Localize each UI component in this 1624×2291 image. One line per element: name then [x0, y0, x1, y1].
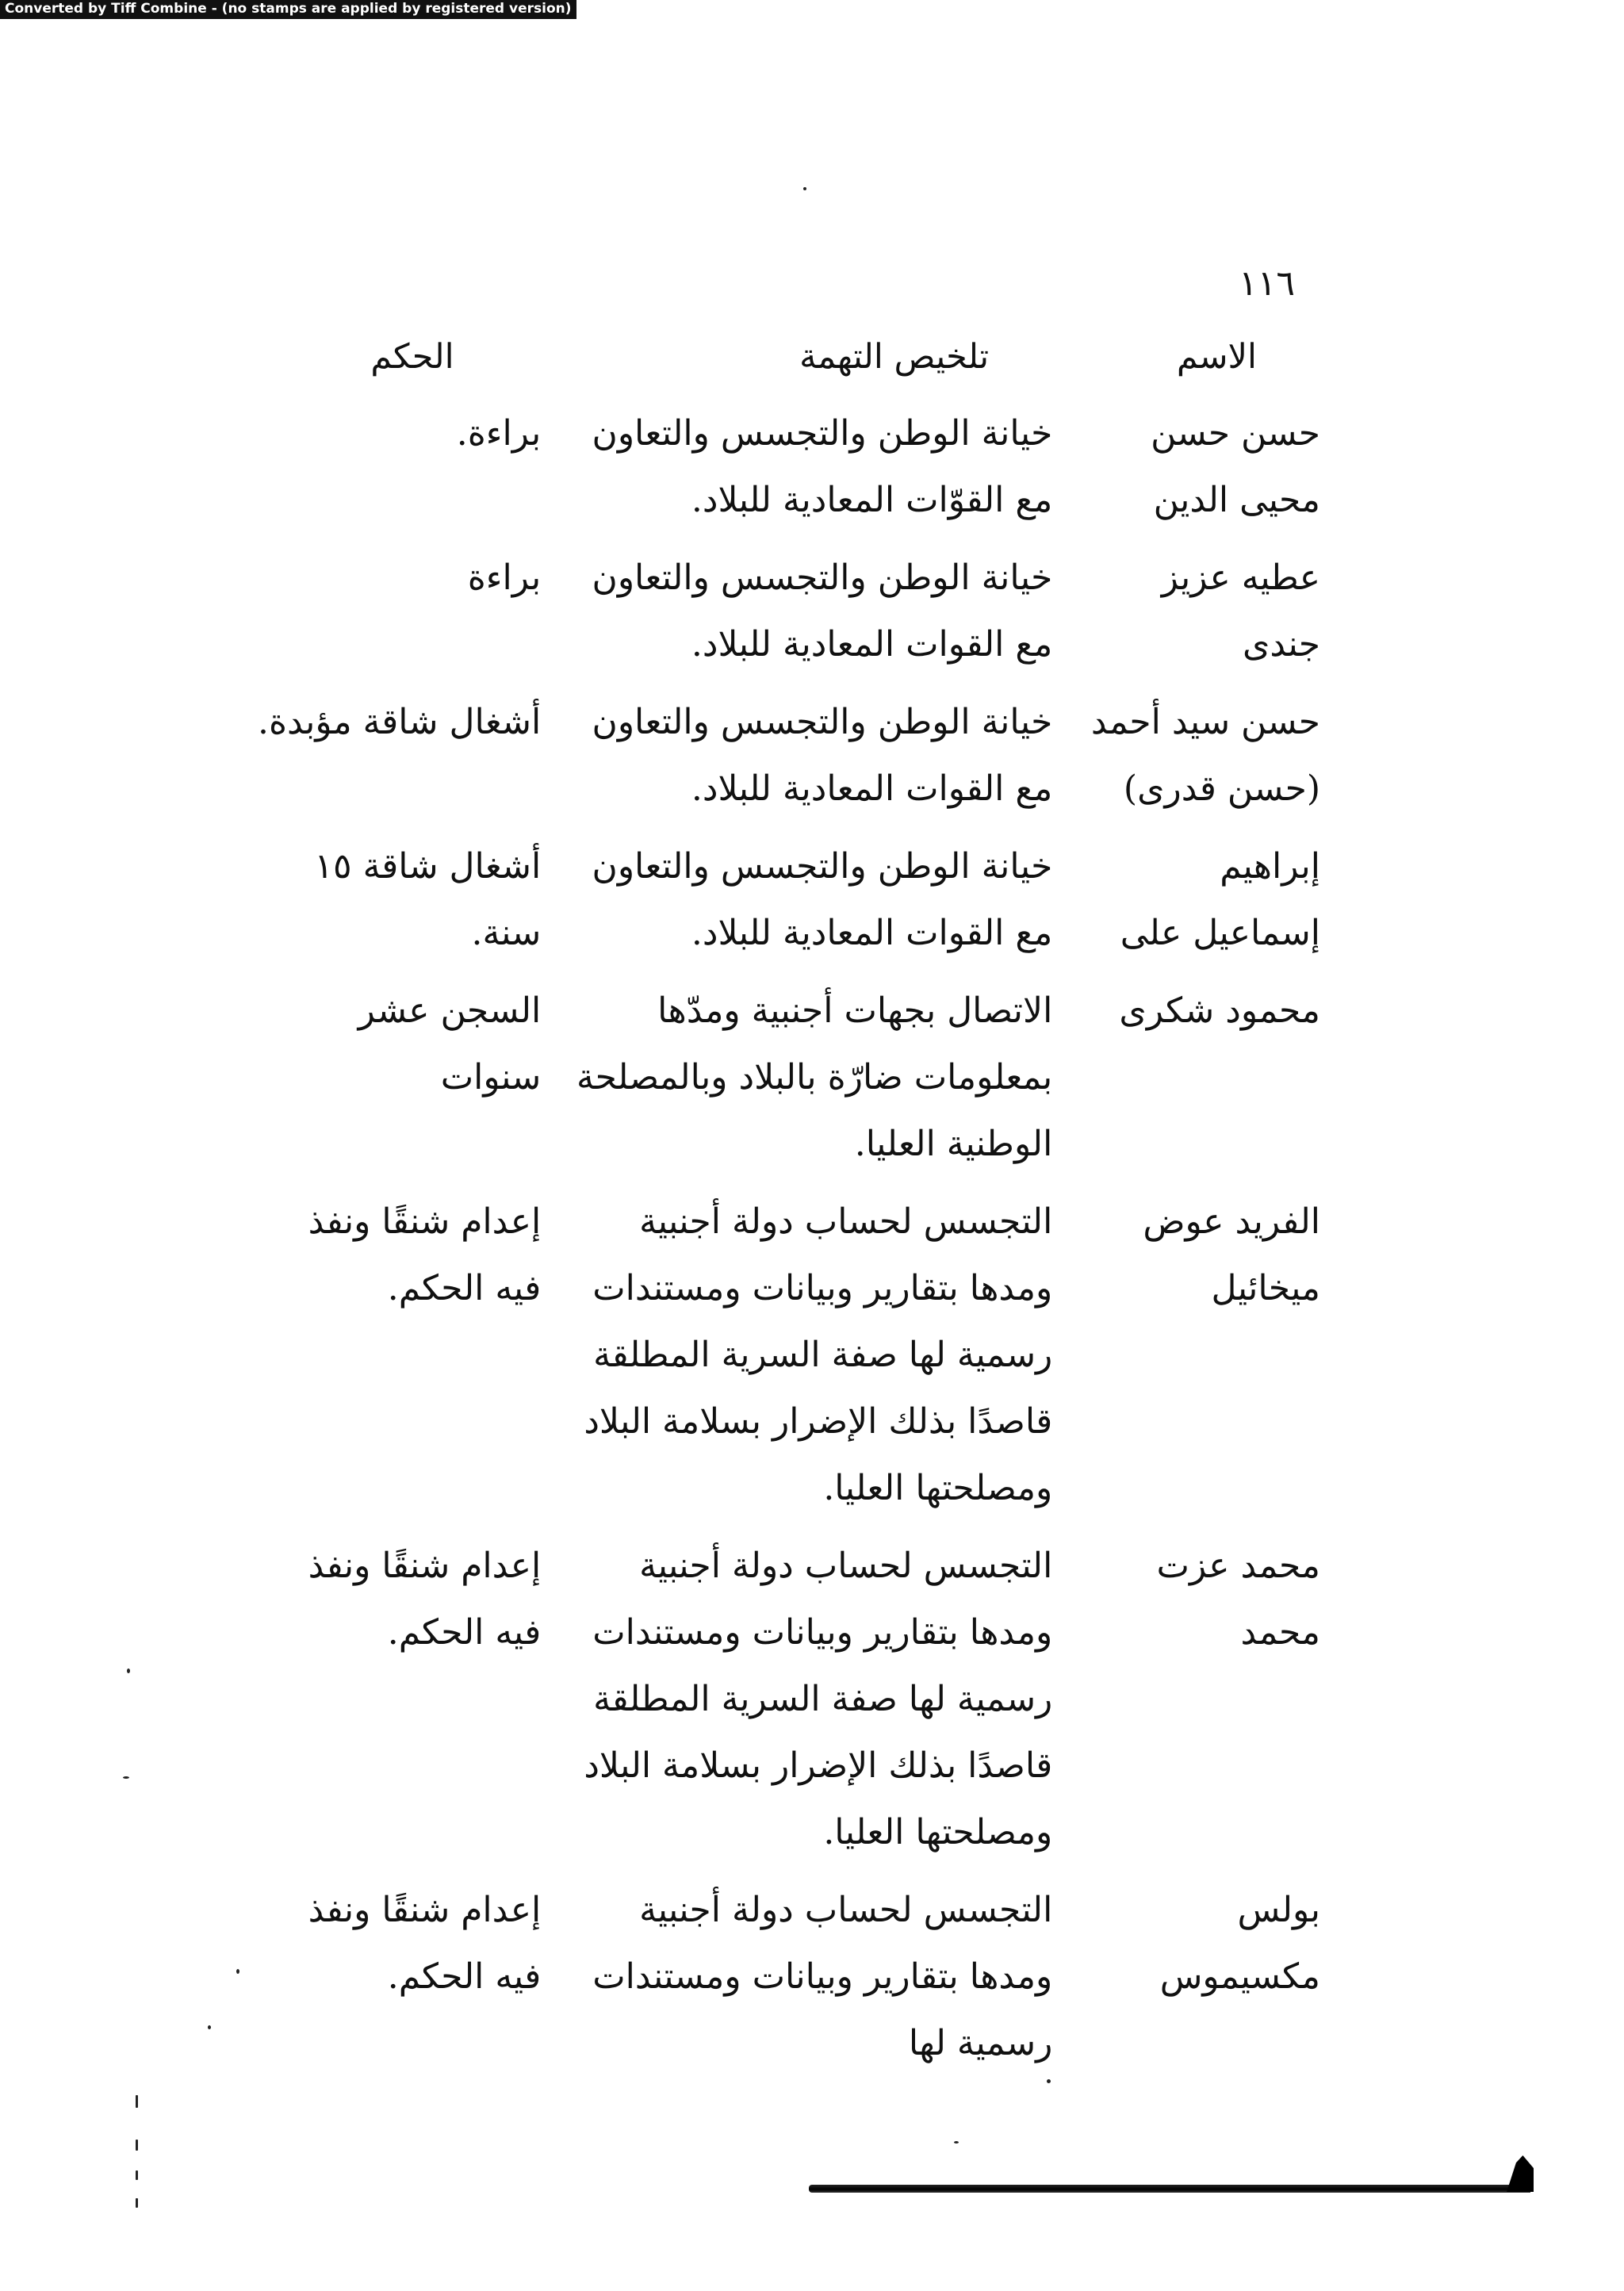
scan-speck	[136, 2095, 138, 2108]
row-charge: خيانة الوطن والتجسس والتعاون مع القوّات المعادية للبلاد.	[592, 413, 1053, 520]
verdicts-table	[258, 321, 1320, 2088]
table-row	[258, 400, 1320, 534]
row-name: حسن سيد أحمد (حسن قدرى)	[1090, 702, 1320, 809]
table-row	[258, 833, 1320, 967]
row-charge: التجسس لحساب دولة أجنبية ومدها بتقارير وبيانات ومستندات رسمية لها	[592, 1890, 1053, 2063]
table-row	[258, 1877, 1320, 2077]
scan-speck	[803, 187, 806, 190]
scan-speck	[136, 2198, 138, 2208]
row-charge: خيانة الوطن والتجسس والتعاون مع القوات المعادية للبلاد.	[592, 702, 1053, 809]
row-charge: التجسس لحساب دولة أجنبية ومدها بتقارير وبيانات ومستندات رسمية لها صفة السرية المطلقة قاصدًا بذلك الإضرار بسلامة البلاد ومصلحتها العليا.	[584, 1201, 1053, 1508]
row-verdict: إعدام شنقًا ونفذ فيه الحكم.	[308, 1546, 542, 1653]
row-verdict: إعدام شنقًا ونفذ فيه الحكم.	[308, 1890, 542, 1997]
row-verdict: أشغال شاقة مؤبدة.	[257, 702, 542, 742]
scan-speck	[136, 2140, 138, 2151]
row-verdict: السجن عشر سنوات	[358, 990, 542, 1098]
row-verdict: إعدام شنقًا ونفذ فيه الحكم.	[308, 1201, 542, 1308]
scan-speck	[954, 2141, 959, 2144]
scan-speck	[123, 1776, 129, 1779]
row-name: الفريد عوض ميخائيل	[1143, 1201, 1320, 1308]
scan-speck	[208, 2025, 211, 2029]
row-charge: الاتصال بجهات أجنبية ومدّها بمعلومات ضارّة بالبلاد وبالمصلحة الوطنية العليا.	[576, 990, 1053, 1164]
table-header	[258, 321, 1320, 393]
row-name: حسن حسن محيى الدين	[1151, 413, 1320, 520]
row-verdict: براءة	[467, 557, 542, 598]
scan-speck	[236, 1969, 239, 1974]
row-name: محمود شكرى	[1119, 990, 1320, 1031]
row-charge: التجسس لحساب دولة أجنبية ومدها بتقارير وبيانات ومستندات رسمية لها صفة السرية المطلقة قاصدًا بذلك الإضرار بسلامة البلاد ومصلحتها العليا.	[584, 1546, 1053, 1852]
bottom-rule-ornament	[1507, 2155, 1534, 2192]
scan-speck	[1047, 2079, 1051, 2083]
scan-speck	[127, 1668, 130, 1673]
header-verdict: الحكم	[370, 337, 454, 377]
table-row	[258, 545, 1320, 678]
table-row	[258, 1189, 1320, 1522]
row-verdict: براءة.	[456, 413, 542, 454]
row-verdict: أشغال شاقة ١٥ سنة.	[314, 846, 542, 953]
scan-speck	[136, 2170, 138, 2180]
bottom-rule	[809, 2185, 1530, 2193]
row-name: بولس مكسيموس	[1159, 1890, 1320, 1997]
page-number: ١١٦	[1239, 263, 1295, 304]
row-charge: خيانة الوطن والتجسس والتعاون مع القوات المعادية للبلاد.	[592, 557, 1053, 665]
row-name: إبراهيم إسماعيل على	[1120, 846, 1320, 953]
converter-watermark: Converted by Tiff Combine - (no stamps are applied by registered version)	[0, 0, 576, 19]
table-row	[258, 1533, 1320, 1866]
row-name: محمد عزت محمد	[1156, 1546, 1320, 1653]
row-name: عطيه عزيز جندى	[1161, 557, 1320, 665]
row-charge: خيانة الوطن والتجسس والتعاون مع القوات المعادية للبلاد.	[592, 846, 1053, 953]
table-row	[258, 978, 1320, 1178]
table-row	[258, 689, 1320, 822]
header-charge: تلخيص التهمة	[799, 337, 990, 377]
header-name: الاسم	[1176, 337, 1257, 377]
